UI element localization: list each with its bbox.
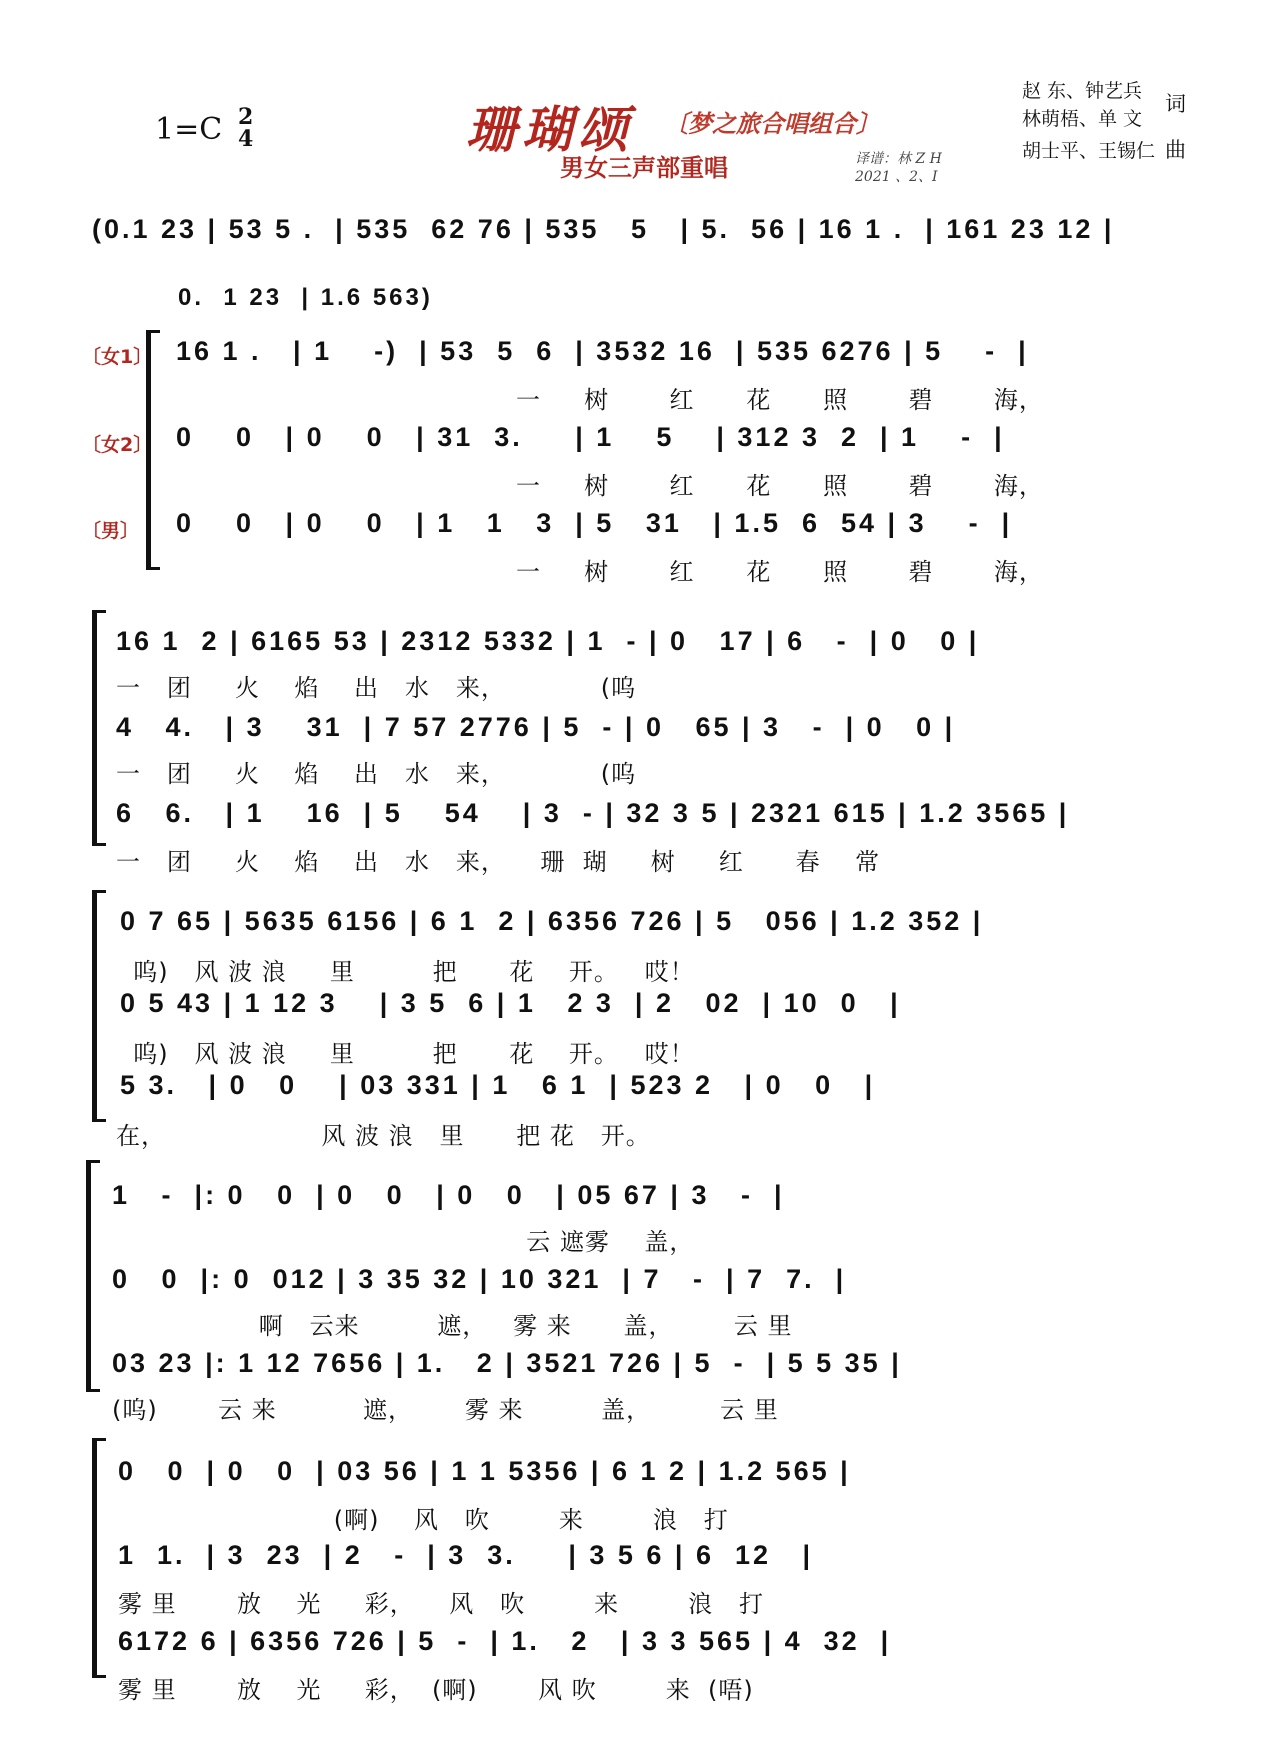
- group-name: 〔梦之旅合唱组合〕: [664, 110, 880, 138]
- lyricists-line-1: 赵 东、钟艺兵: [1022, 80, 1143, 102]
- system-3-male: 5 3. | 0 0 | 03 331 | 1 6 1 | 523 2 | 0 0 |: [120, 1070, 876, 1100]
- system-1-lyric-female-1: 一 树 红 花 照 碧 海，: [516, 386, 1044, 414]
- system-2-lyric-female-2: 一 团 火 焰 出 水 来， (呜: [116, 760, 637, 788]
- system-1-male: 0 0 | 0 0 | 1 1 3 | 5 31 | 1.5 6 54 | 3 - |: [176, 508, 1013, 538]
- page-title: 珊瑚颂: [466, 101, 634, 159]
- system-3-female-2: 0 5 43 | 1 12 3 | 3 5 6 | 1 2 3 | 2 02 | 10 0 |: [120, 988, 901, 1018]
- part-label-female-2: 〔女2〕: [82, 434, 153, 456]
- time-signature: [238, 106, 253, 150]
- system-2-brace: [92, 610, 97, 846]
- composers: 胡士平、王锡仁: [1022, 140, 1156, 162]
- system-1-female-1: 16 1 . | 1 -) | 53 5 6 | 3532 16 | 535 6276 | 5 - |: [176, 336, 1029, 366]
- system-5-lyric-female-2: 雾 里 放 光 彩， 风 吹 来 浪 打: [118, 1590, 765, 1618]
- system-2-male: 6 6. | 1 16 | 5 54 | 3 - | 32 3 5 | 2321 615 | 1.2 3565 |: [116, 798, 1070, 828]
- lyricists-line-2: 林萌梧、单 文: [1022, 108, 1143, 130]
- system-2-lyric-male: 一 团 火 焰 出 水 来， 珊 瑚 树 红 春 常: [116, 848, 881, 876]
- time-signature-bottom: 4: [238, 126, 254, 152]
- system-5-brace: [92, 1438, 97, 1678]
- system-5-female-2: 1 1. | 3 23 | 2 - | 3 3. | 3 5 6 | 6 12 |: [118, 1540, 814, 1570]
- part-label-female-1: 〔女1〕: [82, 346, 153, 368]
- system-3-brace: [92, 890, 97, 1122]
- intro-line-2: 0. 1 23 | 1.6 563): [178, 284, 433, 311]
- system-4-brace: [86, 1160, 91, 1392]
- system-3-lyric-male: 在， 风 波 浪 里 把 花 开。: [116, 1122, 651, 1150]
- system-2-lyric-female-1: 一 团 火 焰 出 水 来， (呜: [116, 674, 637, 702]
- intro-line-1: (0.1 23 | 53 5 . | 535 62 76 | 535 5 | 5. 56 | 16 1 . | 161 23 12 |: [92, 214, 1115, 244]
- key-signature: 1=C: [155, 112, 223, 147]
- system-4-female-2: 0 0 |: 0 012 | 3 35 32 | 10 321 | 7 - | 7 7. |: [112, 1264, 847, 1294]
- system-4-female-1: 1 - |: 0 0 | 0 0 | 0 0 | 05 67 | 3 - |: [112, 1180, 785, 1210]
- subtitle: 男女三声部重唱: [560, 154, 728, 182]
- system-2-female-1: 16 1 2 | 6165 53 | 2312 5332 | 1 - | 0 17 | 6 - | 0 0 |: [116, 626, 980, 656]
- arranger: 译谱：林 Z H: [855, 151, 942, 167]
- system-4-lyric-female-1: 云 遮雾 盖，: [112, 1228, 695, 1256]
- lyricists-label: 词: [1165, 92, 1186, 116]
- system-3-lyric-female-2: 呜) 风 波 浪 里 把 花 开。 哎！: [116, 1040, 695, 1068]
- composers-label: 曲: [1165, 138, 1186, 162]
- system-4-lyric-female-2: 啊 云来 遮， 雾 来 盖， 云 里: [112, 1312, 793, 1340]
- system-4-lyric-male: (呜) 云 来 遮， 雾 来 盖， 云 里: [112, 1396, 779, 1424]
- system-5-female-1: 0 0 | 0 0 | 03 56 | 1 1 5356 | 6 1 2 | 1.2 565 |: [118, 1456, 851, 1486]
- system-5-lyric-female-1: (啊) 风 吹 来 浪 打: [118, 1506, 729, 1534]
- system-1-lyric-male: 一 树 红 花 照 碧 海，: [516, 558, 1044, 586]
- arrangement-date: 2021 、2、I: [855, 169, 938, 185]
- system-3-female-1: 0 7 65 | 5635 6156 | 6 1 2 | 6356 726 | 5 056 | 1.2 352 |: [120, 906, 984, 936]
- time-signature-top: 2: [238, 104, 254, 130]
- system-5-male: 6172 6 | 6356 726 | 5 - | 1. 2 | 3 3 565 | 4 32 |: [118, 1626, 892, 1656]
- system-1-female-2: 0 0 | 0 0 | 31 3. | 1 5 | 312 3 2 | 1 - |: [176, 422, 1005, 452]
- system-1-lyric-female-2: 一 树 红 花 照 碧 海，: [516, 472, 1044, 500]
- system-2-female-2: 4 4. | 3 31 | 7 57 2776 | 5 - | 0 65 | 3 - | 0 0 |: [116, 712, 956, 742]
- system-4-male: 03 23 |: 1 12 7656 | 1. 2 | 3521 726 | 5 - | 5 5 35 |: [112, 1348, 902, 1378]
- system-5-lyric-male: 雾 里 放 光 彩， (啊) 风 吹 来 (唔): [118, 1676, 754, 1704]
- system-3-lyric-female-1: 呜) 风 波 浪 里 把 花 开。 哎！: [116, 958, 695, 986]
- part-label-male: 〔男〕: [82, 520, 140, 542]
- arranger-note: [855, 150, 942, 186]
